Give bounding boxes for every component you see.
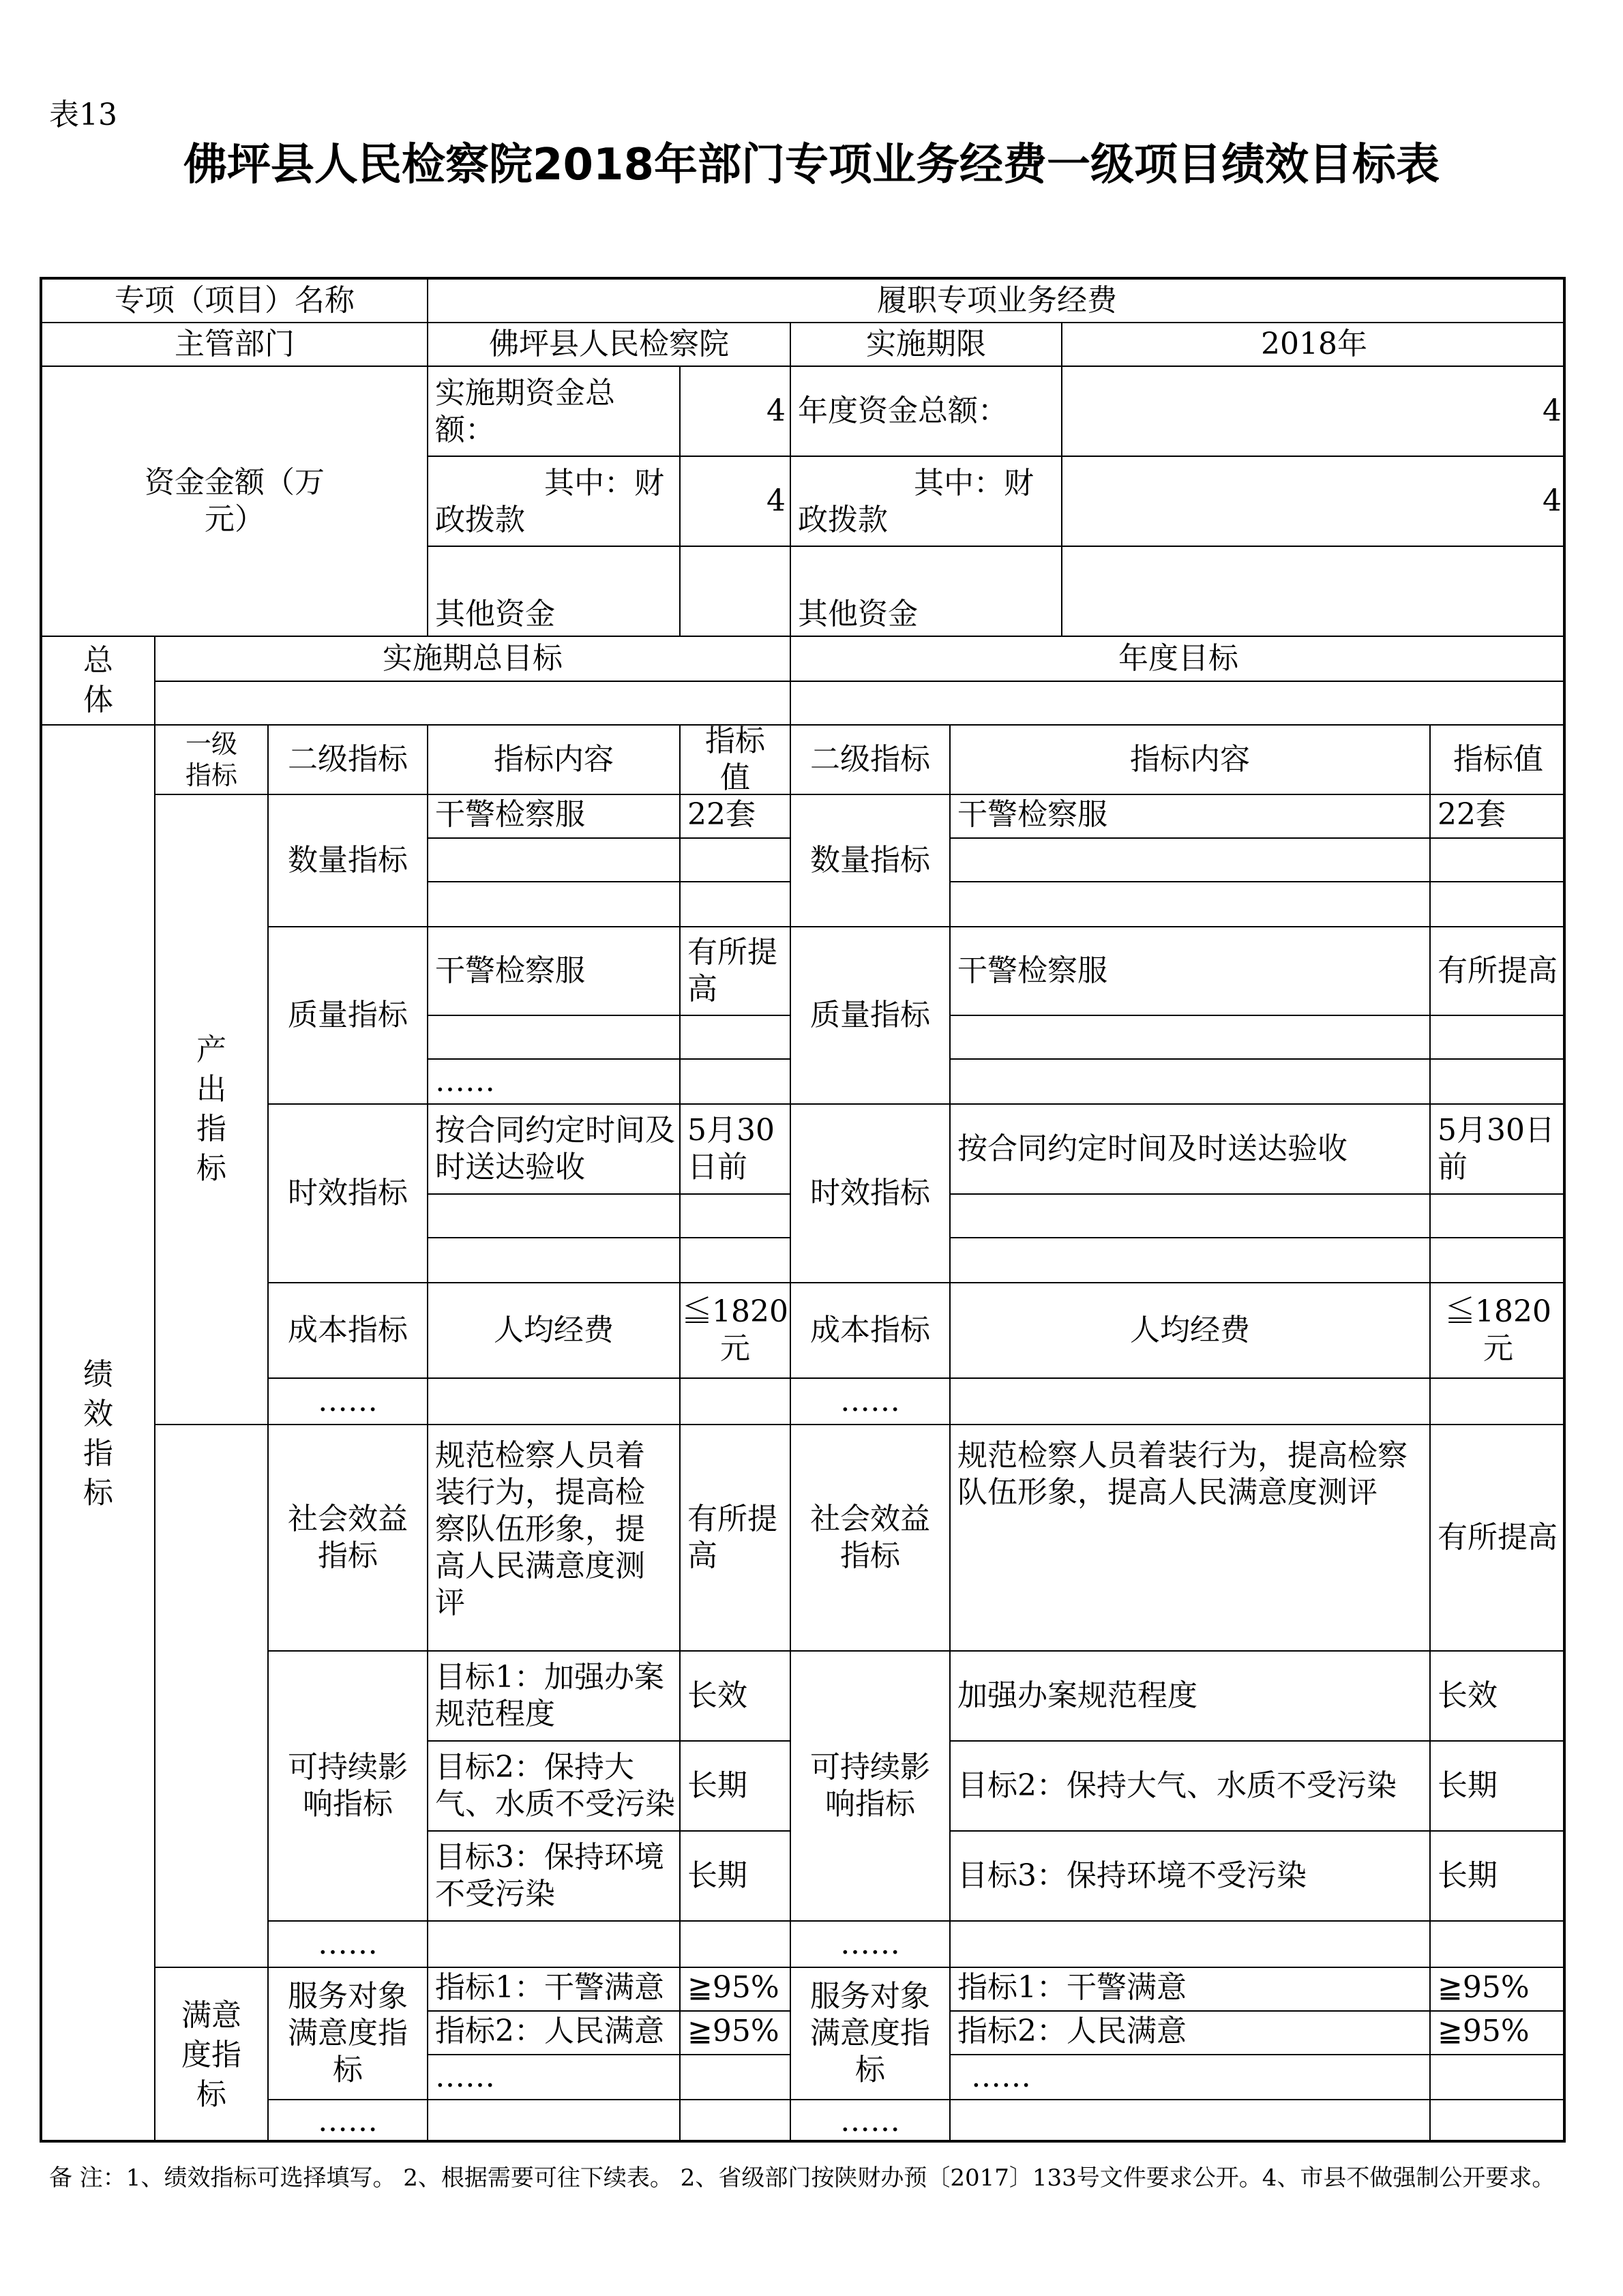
total-year-label: 年度资金总额： xyxy=(791,367,1062,457)
right-content-sv1: 指标1：干警满意 xyxy=(951,1968,1431,2012)
period-label: 实施期限 xyxy=(791,323,1062,367)
left-content-q1: 干警检察服 xyxy=(428,795,681,839)
sustain-left: 可持续影响指标 xyxy=(269,1652,428,1922)
cat-effect xyxy=(155,1425,269,1968)
fund-label: 资金金额（万元） xyxy=(42,367,428,637)
left-value-c1: ≦1820元 xyxy=(681,1283,791,1379)
right-value-c1: ≦1820元 xyxy=(1431,1283,1566,1379)
other-left-value xyxy=(681,547,791,637)
left-content-empty xyxy=(428,1922,681,1968)
right-content-c1: 人均经费 xyxy=(951,1283,1431,1379)
left-value-su2: 长期 xyxy=(681,1742,791,1832)
left-content-empty xyxy=(428,1016,681,1060)
effect-ellipsis-right: …… xyxy=(791,1922,951,1968)
left-content-c1: 人均经费 xyxy=(428,1283,681,1379)
right-value-empty xyxy=(1431,2055,1566,2100)
left-value-empty xyxy=(681,2055,791,2100)
left-content-ql1: 干警检察服 xyxy=(428,927,681,1016)
left-value-empty xyxy=(681,2100,791,2143)
left-value-empty xyxy=(681,1922,791,1968)
overall-label: 总体 xyxy=(42,637,155,726)
left-value-su3: 长期 xyxy=(681,1832,791,1922)
cost-left: 成本指标 xyxy=(269,1283,428,1379)
right-value-empty xyxy=(1431,839,1566,882)
fiscal-right-value: 4 xyxy=(1062,457,1566,547)
sustain-right: 可持续影响指标 xyxy=(791,1652,951,1922)
right-value-q1: 22套 xyxy=(1431,795,1566,839)
quality-right: 质量指标 xyxy=(791,927,951,1105)
output-ellipsis-left: …… xyxy=(269,1379,428,1425)
page-title: 佛坪县人民检察院2018年部门专项业务经费一级项目绩效目标表 xyxy=(183,140,1440,190)
left-value-t1: 5月30日前 xyxy=(681,1105,791,1195)
right-value-empty xyxy=(1431,882,1566,927)
project-name-value: 履职专项业务经费 xyxy=(428,280,1566,323)
left-value-sv1: ≧95% xyxy=(681,1968,791,2012)
output-ellipsis-right: …… xyxy=(791,1379,951,1425)
sat-ellipsis-right: …… xyxy=(791,2100,951,2143)
left-content-sv1: 指标1：干警满意 xyxy=(428,1968,681,2012)
table-number: 表13 xyxy=(49,98,117,132)
right-content-s1: 规范检察人员着装行为，提高检察队伍形象，提高人民满意度测评 xyxy=(951,1425,1431,1652)
year-goal-header: 年度目标 xyxy=(791,637,1566,682)
right-content-empty xyxy=(951,1060,1431,1105)
fiscal-left-label: 其中：财政拨款 xyxy=(428,457,681,547)
right-value-su1: 长效 xyxy=(1431,1652,1566,1742)
right-content-empty xyxy=(951,1922,1431,1968)
h-content-left: 指标内容 xyxy=(428,726,681,795)
right-value-su3: 长期 xyxy=(1431,1832,1566,1922)
right-value-empty xyxy=(1431,1060,1566,1105)
left-content-empty xyxy=(428,1379,681,1425)
left-content-sv2: 指标2：人民满意 xyxy=(428,2012,681,2055)
service-left: 服务对象满意度指标 xyxy=(269,1968,428,2100)
left-content-su1: 目标1：加强办案规范程度 xyxy=(428,1652,681,1742)
social-left: 社会效益指标 xyxy=(269,1425,428,1652)
right-content-empty xyxy=(951,1238,1431,1283)
right-value-empty xyxy=(1431,1195,1566,1238)
year-goal-value xyxy=(791,682,1566,726)
cat-satisfaction: 满意度指标 xyxy=(155,1968,269,2143)
right-content-t1: 按合同约定时间及时送达验收 xyxy=(951,1105,1431,1195)
performance-table xyxy=(40,277,1566,2143)
left-content-s1: 规范检察人员着装行为，提高检察队伍形象，提高人民满意度测评 xyxy=(428,1425,681,1652)
dept-label: 主管部门 xyxy=(42,323,428,367)
h-level1: 一级指标 xyxy=(155,726,269,795)
right-content-su1: 加强办案规范程度 xyxy=(951,1652,1431,1742)
right-value-empty xyxy=(1431,1922,1566,1968)
right-content-empty xyxy=(951,1195,1431,1238)
social-right: 社会效益指标 xyxy=(791,1425,951,1652)
left-content-empty xyxy=(428,1238,681,1283)
right-content-empty xyxy=(951,2100,1431,2143)
cat-output: 产出指标 xyxy=(155,795,269,1425)
period-goal-value xyxy=(155,682,791,726)
other-left-label: 其他资金 xyxy=(428,547,681,637)
left-value-su1: 长效 xyxy=(681,1652,791,1742)
right-value-empty xyxy=(1431,1016,1566,1060)
right-content-empty xyxy=(951,1016,1431,1060)
cost-right: 成本指标 xyxy=(791,1283,951,1379)
left-value-empty xyxy=(681,1379,791,1425)
right-value-empty xyxy=(1431,1238,1566,1283)
effect-ellipsis-left: …… xyxy=(269,1922,428,1968)
right-content-empty xyxy=(951,882,1431,927)
right-content-ellipsis: …… xyxy=(951,2055,1431,2100)
right-content-q1: 干警检察服 xyxy=(951,795,1431,839)
left-value-sv2: ≧95% xyxy=(681,2012,791,2055)
project-name-label: 专项（项目）名称 xyxy=(42,280,428,323)
service-right: 服务对象满意度指标 xyxy=(791,1968,951,2100)
fiscal-left-value: 4 xyxy=(681,457,791,547)
h-level2-right: 二级指标 xyxy=(791,726,951,795)
right-content-su3: 目标3：保持环境不受污染 xyxy=(951,1832,1431,1922)
h-level2-left: 二级指标 xyxy=(269,726,428,795)
left-value-empty xyxy=(681,1238,791,1283)
right-value-sv1: ≧95% xyxy=(1431,1968,1566,2012)
left-value-empty xyxy=(681,839,791,882)
right-content-su2: 目标2：保持大气、水质不受污染 xyxy=(951,1742,1431,1832)
h-value-right: 指标值 xyxy=(1431,726,1566,795)
right-content-sv2: 指标2：人民满意 xyxy=(951,2012,1431,2055)
sat-ellipsis-left: …… xyxy=(269,2100,428,2143)
quality-left: 质量指标 xyxy=(269,927,428,1105)
total-period-value: 4 xyxy=(681,367,791,457)
footer-note: 备 注：1、绩效指标可选择填写。 2、根据需要可往下续表。 2、省级部门按陕财办预〔2017〕133号文件要求公开。4、市县不做强制公开要求。 xyxy=(49,2164,1555,2192)
left-content-t1: 按合同约定时间及时送达验收 xyxy=(428,1105,681,1195)
dept-value: 佛坪县人民检察院 xyxy=(428,323,791,367)
other-right-value xyxy=(1062,547,1566,637)
left-content-empty xyxy=(428,839,681,882)
left-value-empty xyxy=(681,882,791,927)
h-content-right: 指标内容 xyxy=(951,726,1431,795)
right-content-empty xyxy=(951,1379,1431,1425)
right-value-empty xyxy=(1431,1379,1566,1425)
right-content-ql1: 干警检察服 xyxy=(951,927,1431,1016)
left-value-empty xyxy=(681,1195,791,1238)
right-value-ql1: 有所提高 xyxy=(1431,927,1566,1016)
right-value-su2: 长期 xyxy=(1431,1742,1566,1832)
left-value-q1: 22套 xyxy=(681,795,791,839)
quantity-right: 数量指标 xyxy=(791,795,951,927)
total-year-value: 4 xyxy=(1062,367,1566,457)
left-content-su3: 目标3：保持环境不受污染 xyxy=(428,1832,681,1922)
left-content-ellipsis: …… xyxy=(428,1060,681,1105)
total-period-label: 实施期资金总额： xyxy=(428,367,681,457)
left-value-ql1: 有所提高 xyxy=(681,927,791,1016)
fiscal-right-label: 其中：财政拨款 xyxy=(791,457,1062,547)
quantity-left: 数量指标 xyxy=(269,795,428,927)
right-content-empty xyxy=(951,839,1431,882)
left-content-su2: 目标2：保持大气、水质不受污染 xyxy=(428,1742,681,1832)
timeliness-left: 时效指标 xyxy=(269,1105,428,1283)
left-content-empty xyxy=(428,1195,681,1238)
timeliness-right: 时效指标 xyxy=(791,1105,951,1283)
right-value-sv2: ≧95% xyxy=(1431,2012,1566,2055)
right-value-s1: 有所提高 xyxy=(1431,1425,1566,1652)
right-value-empty xyxy=(1431,2100,1566,2143)
h-value-left: 指标值 xyxy=(681,726,791,795)
left-value-empty xyxy=(681,1060,791,1105)
left-value-s1: 有所提高 xyxy=(681,1425,791,1652)
perf-label: 绩效指标 xyxy=(42,726,155,2143)
right-value-t1: 5月30日前 xyxy=(1431,1105,1566,1195)
other-right-label: 其他资金 xyxy=(791,547,1062,637)
left-content-empty xyxy=(428,882,681,927)
period-goal-header: 实施期总目标 xyxy=(155,637,791,682)
left-content-empty xyxy=(428,2100,681,2143)
left-value-empty xyxy=(681,1016,791,1060)
period-value: 2018年 xyxy=(1062,323,1566,367)
left-content-ellipsis: …… xyxy=(428,2055,681,2100)
